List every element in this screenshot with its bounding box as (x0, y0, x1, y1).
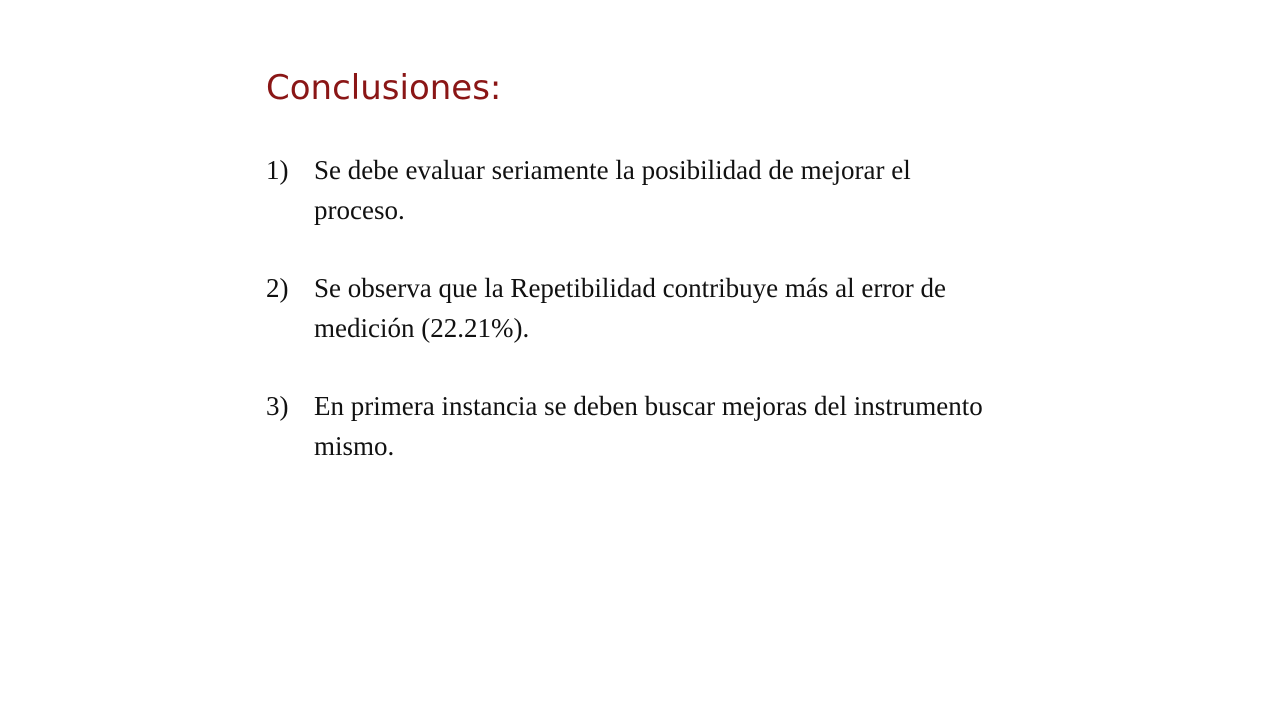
list-item-number: 1) (266, 155, 289, 185)
list-item (266, 386, 996, 466)
list-item-text: Se debe evaluar seriamente la posibilidad de mejorar el proceso. (314, 155, 911, 225)
list-item (266, 150, 996, 230)
list-item-text: En primera instancia se deben buscar mejoras del instrumento mismo. (314, 391, 983, 461)
list-item-text: Se observa que la Repetibilidad contribuye más al error de medición (22.21%). (314, 273, 947, 343)
list-item (266, 268, 996, 348)
list-item-number: 3) (266, 391, 289, 421)
list-item-number: 2) (266, 273, 289, 303)
conclusions-list (266, 150, 996, 504)
slide-title: Conclusiones: (266, 68, 502, 108)
